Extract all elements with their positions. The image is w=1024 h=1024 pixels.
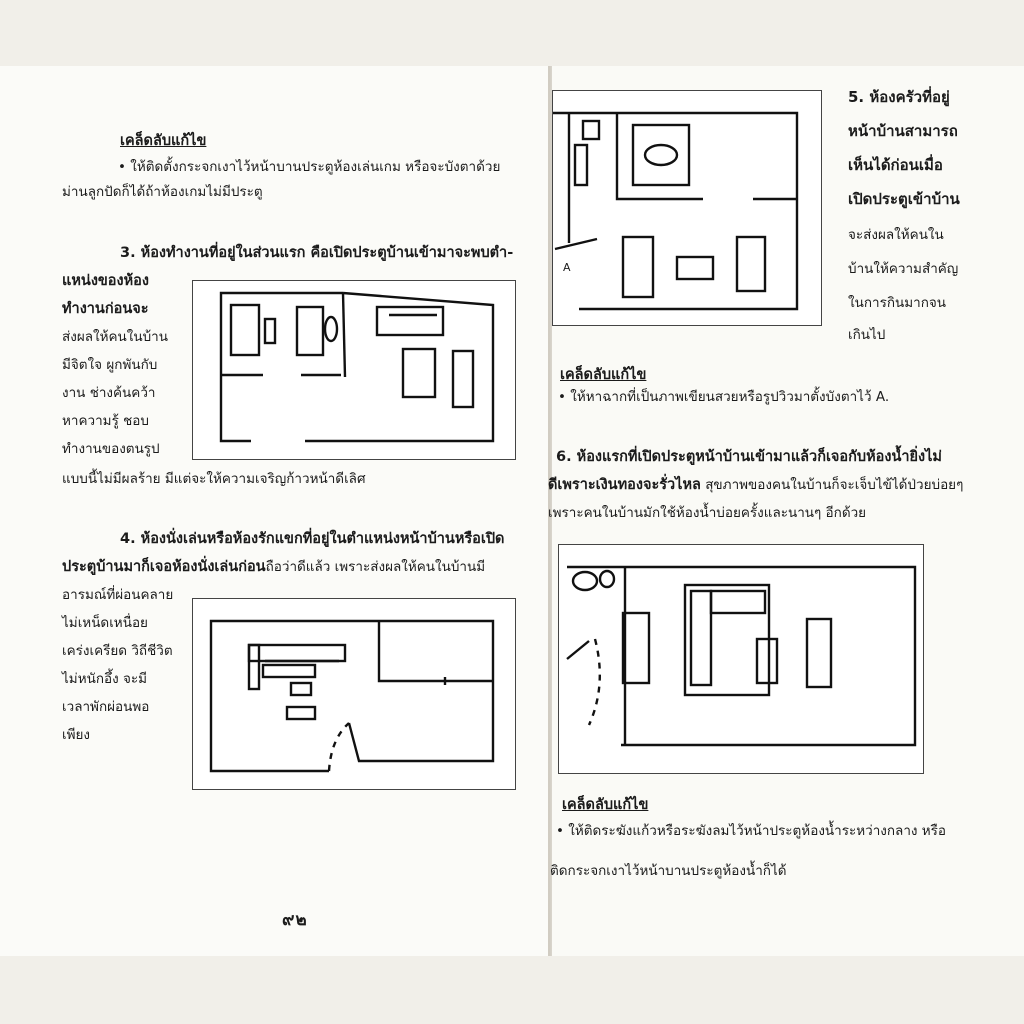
item-line: หน้าบ้านสามารถ [848,122,958,140]
item-line: ทำงานของตนรูป [62,441,160,457]
tip-heading: เคล็ดลับแก้ไข [120,133,207,149]
item-line: 5. ห้องครัวที่อยู่ [848,88,950,106]
item-line: ไม่เหน็ดเหนื่อย [62,615,148,631]
item-line: จะส่งผลให้คนใน [848,227,944,243]
right-page [548,66,1024,956]
item-line: เวลาพักผ่อนพอ [62,699,150,715]
item-line-rest: สุขภาพของคนในบ้านก็จะเจ็บไข้ได้ป่วยบ่อยๆ [700,477,964,493]
item-line: แหน่งของห้อง [62,273,149,289]
item-line: หาความรู้ ชอบ [62,413,149,429]
item-line: ไม่หนักอึ้ง จะมี [62,671,148,687]
left-page [0,66,548,956]
item-line: เพียง [62,727,91,743]
tip-text: • ให้หาฉากที่เป็นภาพเขียนสวยหรือรูปวิวมาตั้งบังตาไว้ A. [558,389,890,405]
item-line: เปิดประตูเข้าบ้าน [848,190,960,208]
item-line: เกินไป [848,327,886,343]
item-line: เพราะคนในบ้านมักใช้ห้องน้ำบ่อยครั้งและนานๆ อีกด้วย [548,505,867,521]
item-title: 6. ห้องแรกที่เปิดประตูหน้าบ้านเข้ามาแล้วก็เจอกับห้องน้ำยิ่งไม่ [556,449,942,465]
item-line: มีจิตใจ ผูกพันกับ [62,357,158,373]
tip-text: ติดกระจกเงาไว้หน้าบานประตูห้องน้ำก็ได้ [550,863,787,879]
kitchen-marker-label: A [563,261,571,274]
floorplan-living-drawing [193,599,515,789]
item-line: เห็นได้ก่อนเมื่อ [848,156,943,174]
item-line: อารมณ์ที่ผ่อนคลาย [62,587,174,603]
floorplan-bathroom [558,544,924,774]
floorplan-study-drawing [193,281,515,459]
item-title: 3. ห้องทำงานที่อยู่ในส่วนแรก คือเปิดประตูบ้านเข้ามาจะพบตำ- [120,245,514,261]
item-line-rest: ถือว่าดีแล้ว เพราะส่งผลให้คนในบ้านมี [265,559,486,575]
tip-text: ม่านลูกปัดก็ได้ถ้าห้องเกมไม่มีประตู [62,184,263,200]
item-line [62,558,485,576]
tip-text: • ให้ติดระฆังแก้วหรือระฆังลมไว้หน้าประตูห้องน้ำระหว่างกลาง หรือ [556,823,947,839]
tip-heading: เคล็ดลับแก้ไข [560,367,647,383]
item-line [548,476,963,494]
item-line: ทำงานก่อนจะ [62,301,149,317]
floorplan-bathroom-drawing [559,545,923,773]
tip-text: • ให้ติดตั้งกระจกเงาไว้หน้าบานประตูห้องเล่นเกม หรือจะบังตาด้วย [118,159,501,175]
item-line: ส่งผลให้คนในบ้าน [62,329,168,345]
item-line: เคร่งเครียด วิถีชีวิต [62,643,173,659]
item-line: บ้านให้ความสำคัญ [848,261,959,277]
item-line-bold: ดีเพราะเงินทองจะรั่วไหล [548,477,701,493]
tip-heading: เคล็ดลับแก้ไข [562,797,649,813]
item-line: งาน ช่างค้นคว้า [62,385,156,401]
item-line: แบบนี้ไม่มีผลร้าย มีแต่จะให้ความเจริญก้าวหน้าดีเลิศ [62,471,366,487]
floorplan-study-room [192,280,516,460]
item-line: ในการกินมากจน [848,295,947,311]
item-line-bold: ประตูบ้านมาก็เจอห้องนั่งเล่นก่อน [62,559,266,575]
floorplan-living-room [192,598,516,790]
floorplan-kitchen-drawing [553,91,821,325]
item-title: 4. ห้องนั่งเล่นหรือห้องรักแขกที่อยู่ในตำแหน่งหน้าบ้านหรือเปิด [120,531,505,547]
page-number: ๙๒ [282,910,308,930]
floorplan-kitchen [552,90,822,326]
